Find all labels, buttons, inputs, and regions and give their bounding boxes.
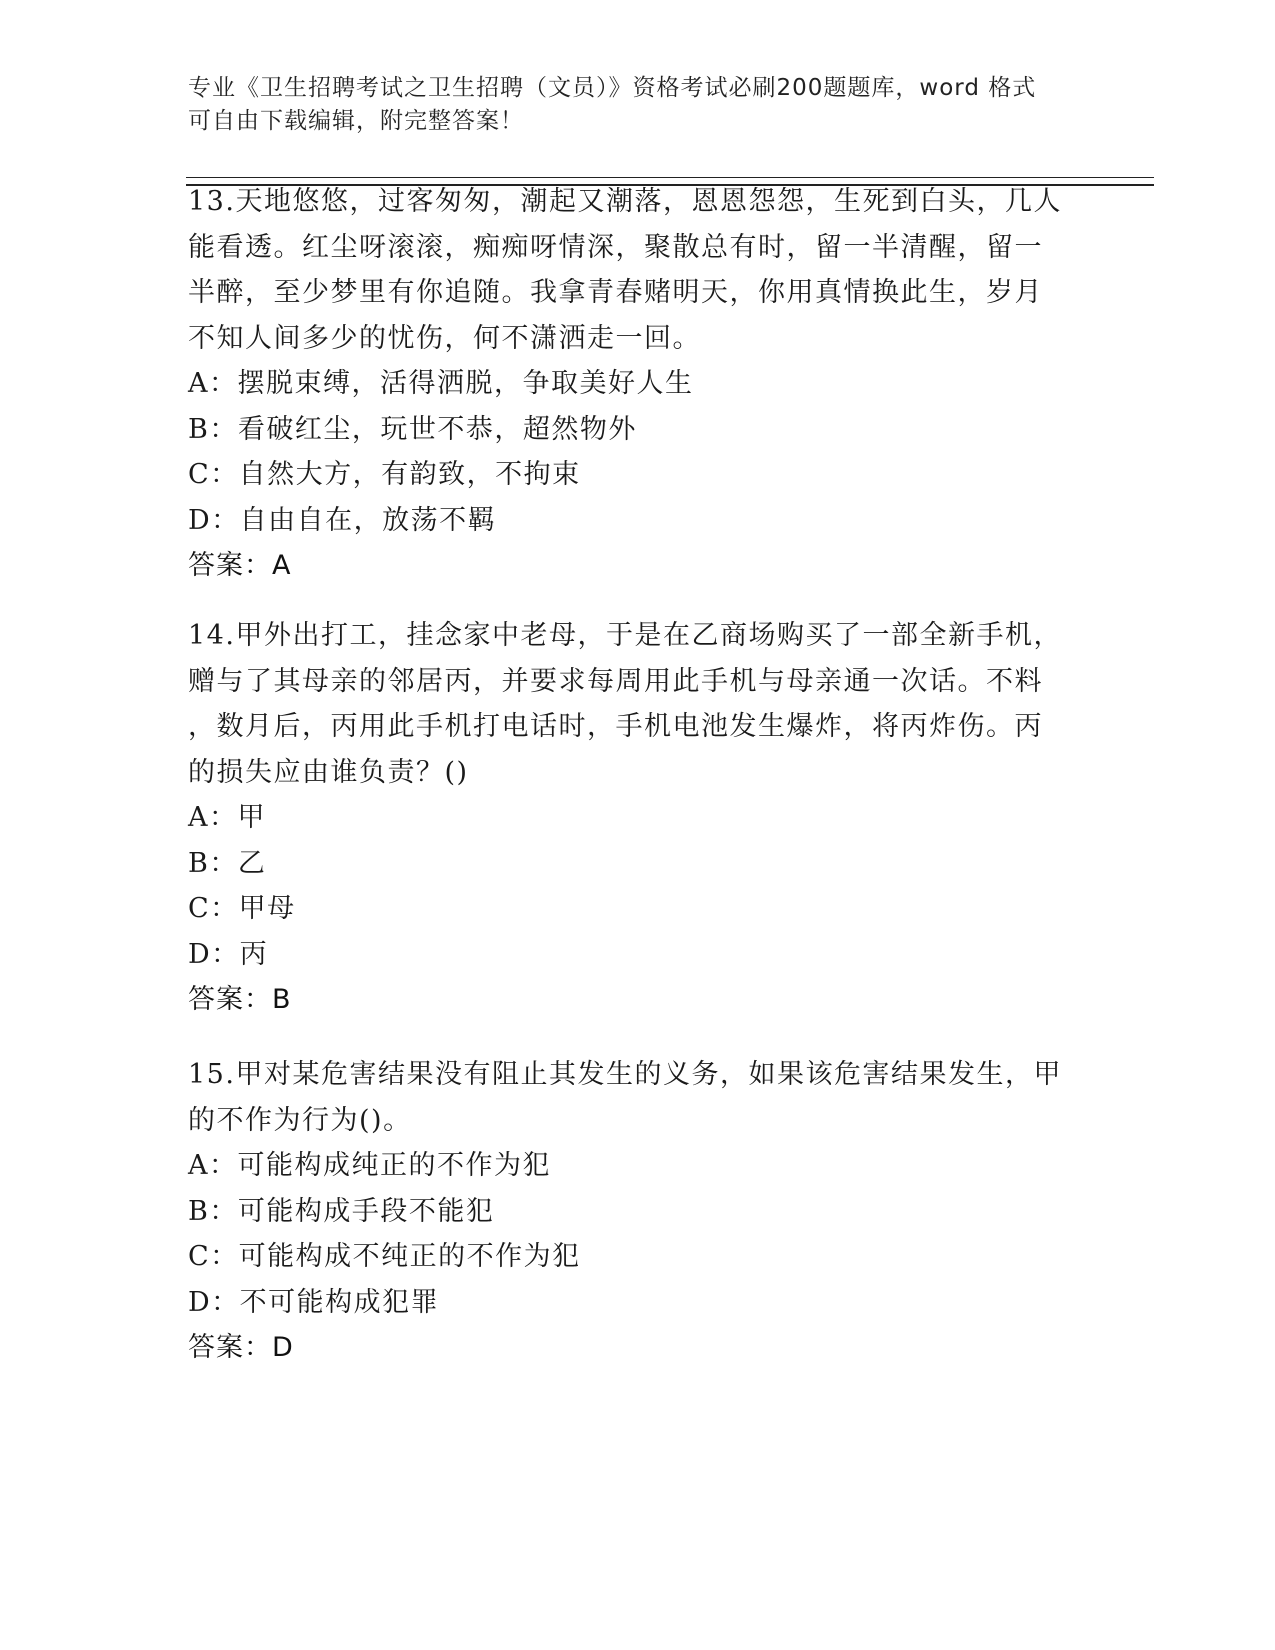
question-14 [188,613,1088,1023]
option-b: B：乙 [188,847,267,879]
document-header [188,72,1088,138]
answer-line: 答案：A [188,550,292,581]
option-a: A：可能构成纯正的不作为犯 [188,1150,551,1181]
stem-line: 14.甲外出打工，挂念家中老母，于是在乙商场购买了一部全新手机， [188,620,1062,651]
stem-line: 半醉，至少梦里有你追随。我拿青春赌明天，你用真情换此生，岁月 [188,277,1043,308]
question-stem [188,1052,1088,1143]
stem-line: 赠与了其母亲的邻居丙，并要求每周用此手机与母亲通一次话。不料 [188,665,1043,697]
question-stem [188,179,1088,361]
stem-line: 15.甲对某危害结果没有阻止其发生的义务，如果该危害结果发生，甲 [188,1059,1062,1090]
stem-line: 不知人间多少的忧伤，何不潇洒走一回。 [188,322,701,354]
stem-line: 13.天地悠悠，过客匆匆，潮起又潮落，恩恩怨怨，生死到白头，几人 [188,186,1062,217]
option-a: A：甲 [188,802,266,833]
question-15 [188,1052,1088,1371]
option-b: B：可能构成手段不能犯 [188,1195,495,1227]
question-stem [188,613,1088,795]
option-d: D：自由自在，放荡不羁 [188,504,497,536]
answer-line: 答案：B [188,984,292,1015]
option-c: C：甲母 [188,893,296,924]
question-13 [188,179,1088,589]
header-title-line-2: 可自由下载编辑，附完整答案！ [188,108,524,134]
option-d: D：不可能构成犯罪 [188,1286,440,1318]
stem-line: 的损失应由谁负责？() [188,756,469,788]
option-d: D：丙 [188,938,269,970]
header-title-line-1: 专业《卫生招聘考试之卫生招聘（文员）》资格考试必刷200题题库，word 格式 [188,75,1037,101]
option-b: B：看破红尘，玩世不恭，超然物外 [188,413,637,445]
option-a: A：摆脱束缚，活得洒脱，争取美好人生 [188,368,694,399]
option-c: C：自然大方，有韵致，不拘束 [188,459,581,490]
answer-line: 答案：D [188,1332,294,1363]
stem-line: 的不作为行为()。 [188,1104,412,1136]
stem-line: ，数月后，丙用此手机打电话时，手机电池发生爆炸，将丙炸伤。丙 [188,711,1043,742]
option-c: C：可能构成不纯正的不作为犯 [188,1241,581,1272]
stem-line: 能看透。红尘呀滚滚，痴痴呀情深，聚散总有时，留一半清醒，留一 [188,231,1043,263]
